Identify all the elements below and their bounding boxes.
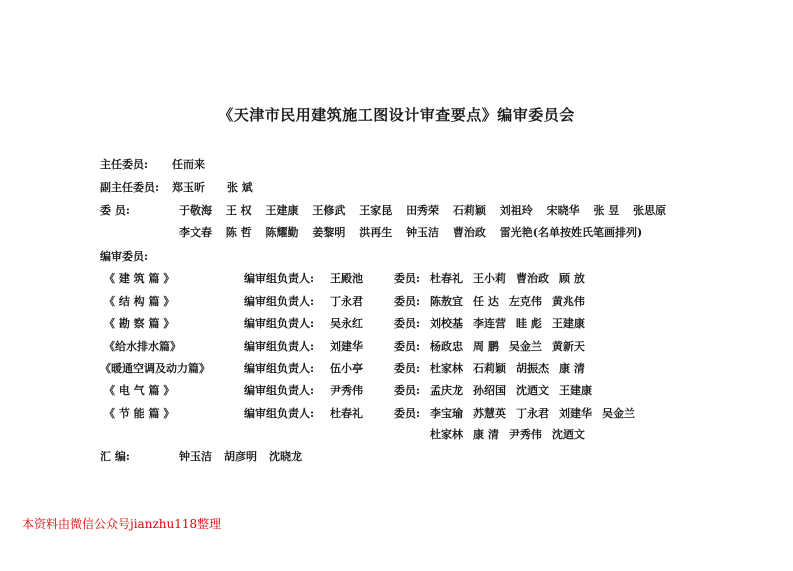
compiler-name: 沈晓龙 — [269, 450, 302, 463]
section-name: 《 电 气 篇 》 — [104, 384, 175, 397]
section-lead: 尹秀伟 — [330, 384, 363, 397]
section-lead: 王殿池 — [330, 272, 363, 285]
member-name: 张思原 — [633, 204, 667, 217]
section-member: 眭 彪 — [516, 317, 542, 330]
section-member: 石莉颖 — [473, 362, 506, 375]
director-name: 任而来 — [172, 158, 205, 171]
section-name: 《暖通空调及动力篇》 — [100, 362, 210, 375]
section-members — [430, 272, 585, 286]
member-name: 雷光艳 — [499, 226, 533, 239]
vice-director-name: 张 斌 — [226, 181, 253, 194]
section-lead: 杜春礼 — [330, 407, 363, 420]
section-member: 陈敖宜 — [430, 295, 463, 308]
section-member: 吴金兰 — [602, 407, 635, 420]
member-name: 田秀荣 — [406, 204, 440, 217]
section-members — [430, 362, 585, 376]
section-member: 丁永君 — [516, 407, 549, 420]
section-member: 任 达 — [473, 295, 499, 308]
member-name: 王 权 — [225, 204, 252, 217]
section-member: 左克伟 — [508, 295, 542, 308]
member-name: 张 昱 — [593, 204, 620, 217]
section-member: 黄新天 — [551, 340, 585, 353]
member-name: 洪再生 — [359, 226, 393, 239]
members-line1 — [179, 204, 666, 218]
member-name: 王修武 — [312, 204, 346, 217]
section-member: 苏慧英 — [473, 407, 506, 420]
section-member: 沈迺文 — [516, 384, 549, 397]
section-member: 孟庆龙 — [430, 384, 463, 397]
section-lead-label: 编审组负责人: — [244, 272, 315, 285]
member-name: 王建康 — [265, 204, 299, 217]
section-row-continuation — [430, 428, 585, 442]
section-member: 王建康 — [551, 317, 585, 330]
section-member: 刘建华 — [559, 407, 592, 420]
section-member: 孙绍国 — [473, 384, 506, 397]
document-title: 《天津市民用建筑施工图设计审查要点》编审委员会 — [218, 106, 575, 124]
section-member: 胡振杰 — [516, 362, 549, 375]
section-name: 《 结 构 篇 》 — [104, 295, 175, 308]
section-lead-label: 编审组负责人: — [244, 407, 315, 420]
member-name: 姜黎明 — [312, 226, 346, 239]
members-note: (名单按姓氏笔画排列) — [532, 226, 643, 239]
section-members — [430, 317, 585, 331]
section-member: 王小莉 — [473, 272, 506, 285]
section-member: 王建康 — [559, 384, 592, 397]
member-name: 李文春 — [179, 226, 212, 239]
section-member: 沈迺文 — [551, 428, 585, 441]
section-member: 吴金兰 — [508, 340, 542, 353]
member-name: 于敬海 — [179, 204, 212, 217]
section-member: 康 清 — [473, 428, 499, 441]
section-name: 《 节 能 篇 》 — [104, 407, 175, 420]
member-name: 宋晓华 — [546, 204, 580, 217]
section-members — [430, 340, 585, 354]
section-member-label: 委员: — [394, 384, 421, 397]
section-member-label: 委员: — [394, 295, 421, 308]
vice-director-names — [172, 181, 271, 195]
director-label: 主任委员: — [100, 158, 149, 171]
compiler-names — [179, 450, 320, 464]
member-name: 王家昆 — [359, 204, 393, 217]
section-name: 《 建 筑 篇 》 — [104, 272, 175, 285]
section-member: 黄兆伟 — [551, 295, 585, 308]
section-lead-label: 编审组负责人: — [244, 340, 315, 353]
section-member-label: 委员: — [394, 407, 421, 420]
section-member: 李宝瑜 — [430, 407, 463, 420]
vice-director-name: 郑玉昕 — [172, 181, 205, 194]
section-lead: 吴永红 — [330, 317, 363, 330]
section-lead: 伍小亭 — [330, 362, 363, 375]
section-member: 顾 放 — [559, 272, 585, 285]
section-lead-label: 编审组负责人: — [244, 317, 315, 330]
member-name: 陈耀勤 — [265, 226, 299, 239]
section-members — [430, 384, 592, 398]
section-name: 《给水排水篇》 — [104, 340, 181, 353]
members-label: 委 员: — [100, 204, 130, 217]
section-member: 周 鹏 — [473, 340, 499, 353]
compiler-name: 钟玉洁 — [179, 450, 212, 463]
editors-label: 编审委员: — [100, 250, 149, 263]
vice-director-label: 副主任委员: — [100, 181, 160, 194]
section-member: 杨政忠 — [430, 340, 463, 353]
members-line2 — [179, 226, 660, 240]
member-name: 钟玉洁 — [406, 226, 440, 239]
member-name: 陈 哲 — [225, 226, 252, 239]
section-member: 曹治政 — [516, 272, 549, 285]
section-member: 杜家林 — [430, 428, 463, 441]
compiler-label: 汇 编: — [100, 450, 130, 463]
section-members — [430, 295, 585, 309]
section-member: 康 清 — [559, 362, 585, 375]
watermark-text: 本资料由微信公众号jianzhu118整理 — [22, 517, 222, 531]
section-lead-label: 编审组负责人: — [244, 384, 315, 397]
section-member-label: 委员: — [394, 272, 421, 285]
section-lead-label: 编审组负责人: — [244, 295, 315, 308]
member-name: 刘祖玲 — [499, 204, 533, 217]
section-member: 杜家林 — [430, 362, 463, 375]
member-name: 石莉颖 — [452, 204, 486, 217]
section-member-label: 委员: — [394, 317, 421, 330]
section-name: 《 勘 察 篇 》 — [104, 317, 175, 330]
section-member: 刘校基 — [430, 317, 463, 330]
section-member-label: 委员: — [394, 340, 421, 353]
section-member: 杜春礼 — [430, 272, 463, 285]
section-member: 李连营 — [473, 317, 506, 330]
section-member-label: 委员: — [394, 362, 421, 375]
section-member: 尹秀伟 — [508, 428, 542, 441]
member-name: 曹治政 — [452, 226, 486, 239]
section-lead: 丁永君 — [330, 295, 363, 308]
section-members — [430, 407, 635, 421]
section-lead: 刘建华 — [330, 340, 363, 353]
compiler-name: 胡彦明 — [224, 450, 257, 463]
section-lead-label: 编审组负责人: — [244, 362, 315, 375]
